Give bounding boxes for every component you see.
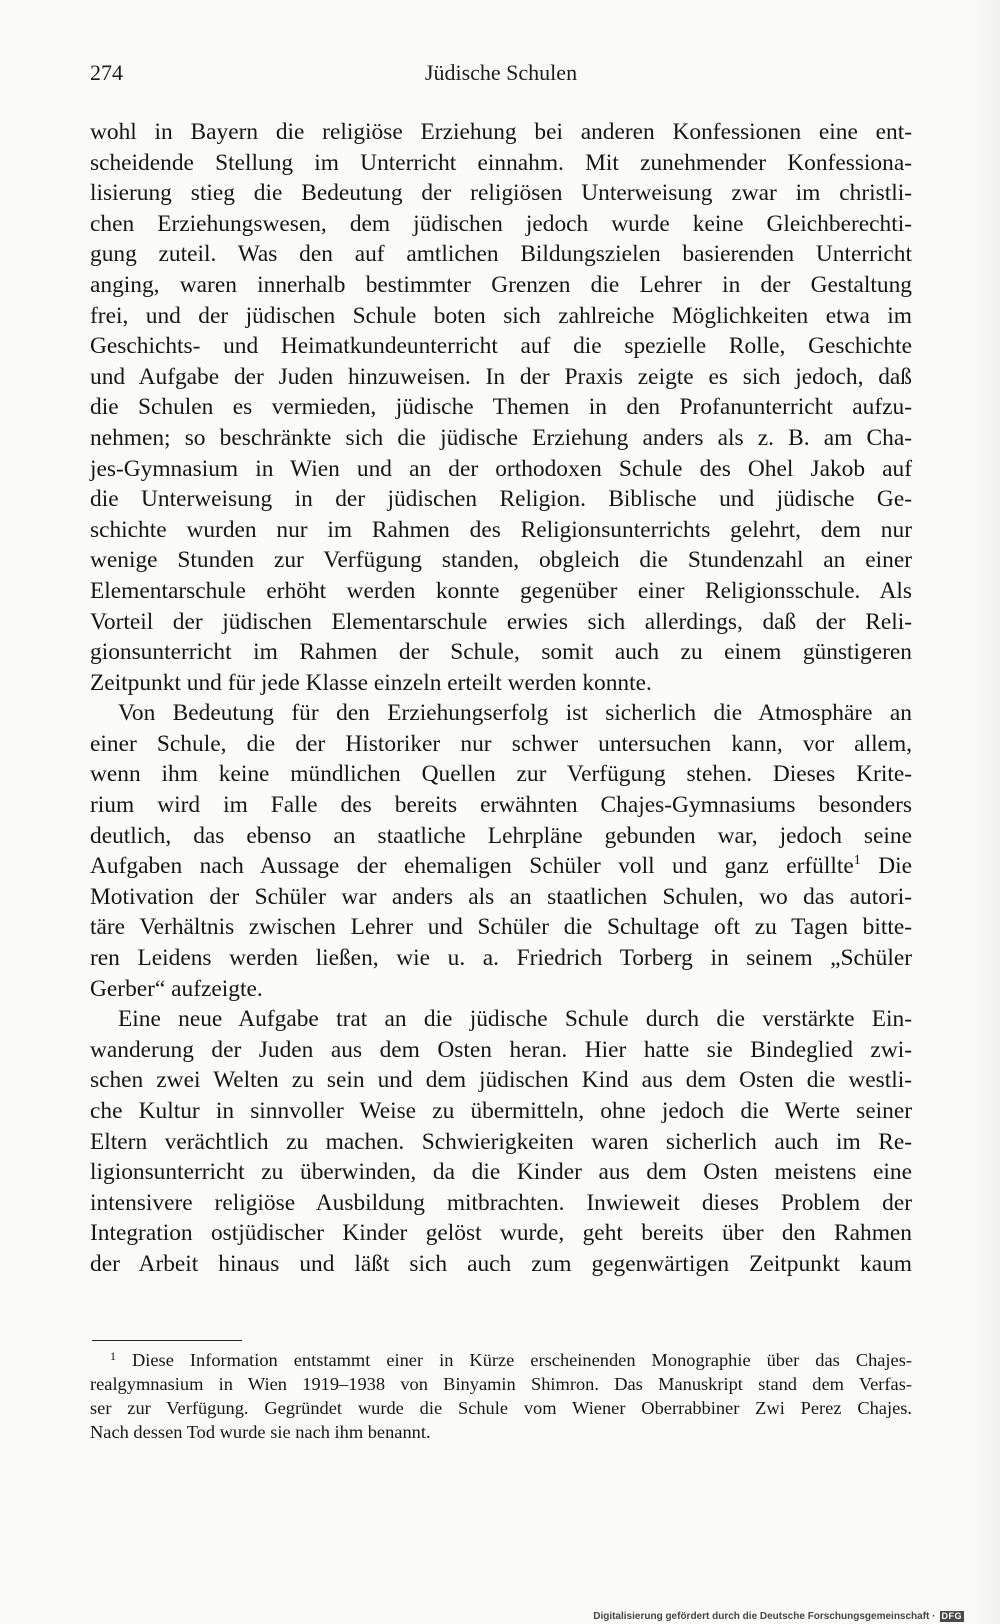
body-line: ren Leidens werden ließen, wie u. a. Friedrich Torberg in seinem „Schüler bbox=[90, 945, 912, 972]
body-line: chen Erziehungswesen, dem jüdischen jedoch wurde keine Gleichberechti- bbox=[90, 210, 912, 237]
body-text bbox=[90, 117, 912, 1280]
body-line: intensivere religiöse Ausbildung mitbrachten. Inwieweit dieses Problem der bbox=[90, 1189, 912, 1216]
footnotes bbox=[90, 1349, 912, 1445]
footnote-reference[interactable]: 1 bbox=[853, 853, 861, 869]
footnote-line: ser zur Verfügung. Gegründet wurde die Schule vom Wiener Oberrabbiner Zwi Perez Chajes. bbox=[90, 1397, 912, 1418]
body-line: che Kultur in sinnvoller Weise zu übermitteln, ohne jedoch die Werte seiner bbox=[90, 1098, 912, 1124]
body-line-tail: Die bbox=[860, 853, 912, 880]
page-edge-shading bbox=[972, 0, 1000, 1624]
credit-text: Digitalisierung gefördert durch die Deutsche Forschungsgemeinschaft · bbox=[593, 1611, 936, 1622]
body-line: Motivation der Schüler war anders als an staatlichen Schulen, wo das autori- bbox=[90, 883, 912, 910]
body-line: jes-Gymnasium in Wien und an der orthodoxen Schule des Ohel Jakob auf bbox=[90, 455, 912, 482]
digitization-credit bbox=[593, 1611, 964, 1622]
footnote-text: Diese Information entstammt einer in Kürze erscheinenden Monographie über das Chajes- bbox=[116, 1350, 912, 1370]
body-line: die Schulen es vermieden, jüdische Themen in den Profanunterricht aufzu- bbox=[90, 394, 912, 421]
body-line: ligionsunterricht zu überwinden, da die Kinder aus dem Osten meistens eine bbox=[90, 1159, 912, 1186]
body-line: die Unterweisung in der jüdischen Religion. Biblische und jüdische Ge- bbox=[90, 486, 912, 513]
body-line: frei, und der jüdischen Schule boten sich zahlreiche Möglichkeiten etwa im bbox=[90, 302, 912, 329]
body-line: gung zuteil. Was den auf amtlichen Bildungszielen basierenden Unterricht bbox=[90, 241, 912, 268]
body-line-with-footnote-ref bbox=[90, 851, 912, 882]
body-line: lisierung stieg die Bedeutung der religiösen Unterweisung zwar im christli- bbox=[90, 180, 912, 207]
body-line: schen zwei Welten zu sein und dem jüdischen Kind aus dem Osten die westli- bbox=[90, 1067, 912, 1094]
body-line: Vorteil der jüdischen Elementarschule erwies sich allerdings, daß der Reli- bbox=[90, 608, 912, 635]
body-line: Zeitpunkt und für jede Klasse einzeln erteilt werden konnte. bbox=[90, 669, 652, 696]
body-line: Geschichts- und Heimatkundeunterricht auf die spezielle Rolle, Geschichte bbox=[90, 333, 912, 360]
footnote-line: Nach dessen Tod wurde sie nach ihm benannt. bbox=[90, 1421, 431, 1442]
body-line: Eine neue Aufgabe trat an die jüdische Schule durch die verstärkte Ein- bbox=[118, 1006, 912, 1033]
body-line: deutlich, das ebenso an staatliche Lehrpläne gebunden war, jedoch seine bbox=[90, 822, 912, 849]
body-line: täre Verhältnis zwischen Lehrer und Schüler die Schultage oft zu Tagen bitte- bbox=[90, 914, 912, 941]
body-line: wanderung der Juden aus dem Osten heran. Hier hatte sie Bindeglied zwi- bbox=[90, 1036, 912, 1063]
body-line: einer Schule, die der Historiker nur schwer untersuchen kann, vor allem, bbox=[90, 730, 912, 757]
body-line: nehmen; so beschränkte sich die jüdische Erziehung anders als z. B. am Cha- bbox=[90, 424, 912, 451]
body-line: der Arbeit hinaus und läßt sich auch zum gegenwärtigen Zeitpunkt kaum bbox=[90, 1250, 912, 1277]
body-line: rium wird im Falle des bereits erwähnten Chajes-Gymnasiums besonders bbox=[90, 792, 912, 819]
body-line: Eltern verächtlich zu machen. Schwierigkeiten waren sicherlich auch im Re- bbox=[90, 1128, 912, 1155]
body-line: anging, waren innerhalb bestimmter Grenzen die Lehrer in der Gestaltung bbox=[90, 271, 912, 298]
body-line: wohl in Bayern die religiöse Erziehung bei anderen Konfessionen eine ent- bbox=[90, 119, 912, 145]
dfg-logo: DFG bbox=[941, 1611, 962, 1621]
running-title: Jüdische Schulen bbox=[424, 60, 578, 85]
body-line: Elementarschule erhöht werden konnte gegenüber einer Religionsschule. Als bbox=[90, 577, 912, 604]
footnote-line: realgymnasium in Wien 1919–1938 von Binyamin Shimron. Das Manuskript stand dem Verfas- bbox=[90, 1373, 912, 1394]
body-line: Gerber“ aufzeigte. bbox=[90, 975, 263, 1002]
body-line: Integration ostjüdischer Kinder gelöst wurde, geht bereits über den Rahmen bbox=[90, 1220, 912, 1247]
footnote-divider bbox=[92, 1340, 242, 1341]
page-number: 274 bbox=[90, 60, 123, 85]
footnote-marker: 1 bbox=[110, 1349, 116, 1363]
body-line: und Aufgabe der Juden hinzuweisen. In der Praxis zeigte es sich jedoch, daß bbox=[90, 363, 912, 390]
body-line: schichte wurden nur im Rahmen des Religionsunterrichts gelehrt, dem nur bbox=[90, 516, 912, 543]
body-line: scheidende Stellung im Unterricht einnahm. Mit zunehmender Konfessiona- bbox=[90, 149, 912, 176]
body-line: wenige Stunden zur Verfügung standen, obgleich die Stundenzahl an einer bbox=[90, 547, 912, 574]
body-line: Von Bedeutung für den Erziehungserfolg ist sicherlich die Atmosphäre an bbox=[118, 700, 912, 727]
running-head bbox=[90, 60, 912, 90]
footnote-line bbox=[90, 1349, 912, 1373]
body-line-text: Aufgaben nach Aussage der ehemaligen Schüler voll und ganz erfüllte bbox=[90, 853, 854, 880]
body-line: wenn ihm keine mündlichen Quellen zur Verfügung stehen. Dieses Krite- bbox=[90, 761, 912, 788]
body-line: gionsunterricht im Rahmen der Schule, somit auch zu einem günstigeren bbox=[90, 639, 912, 666]
